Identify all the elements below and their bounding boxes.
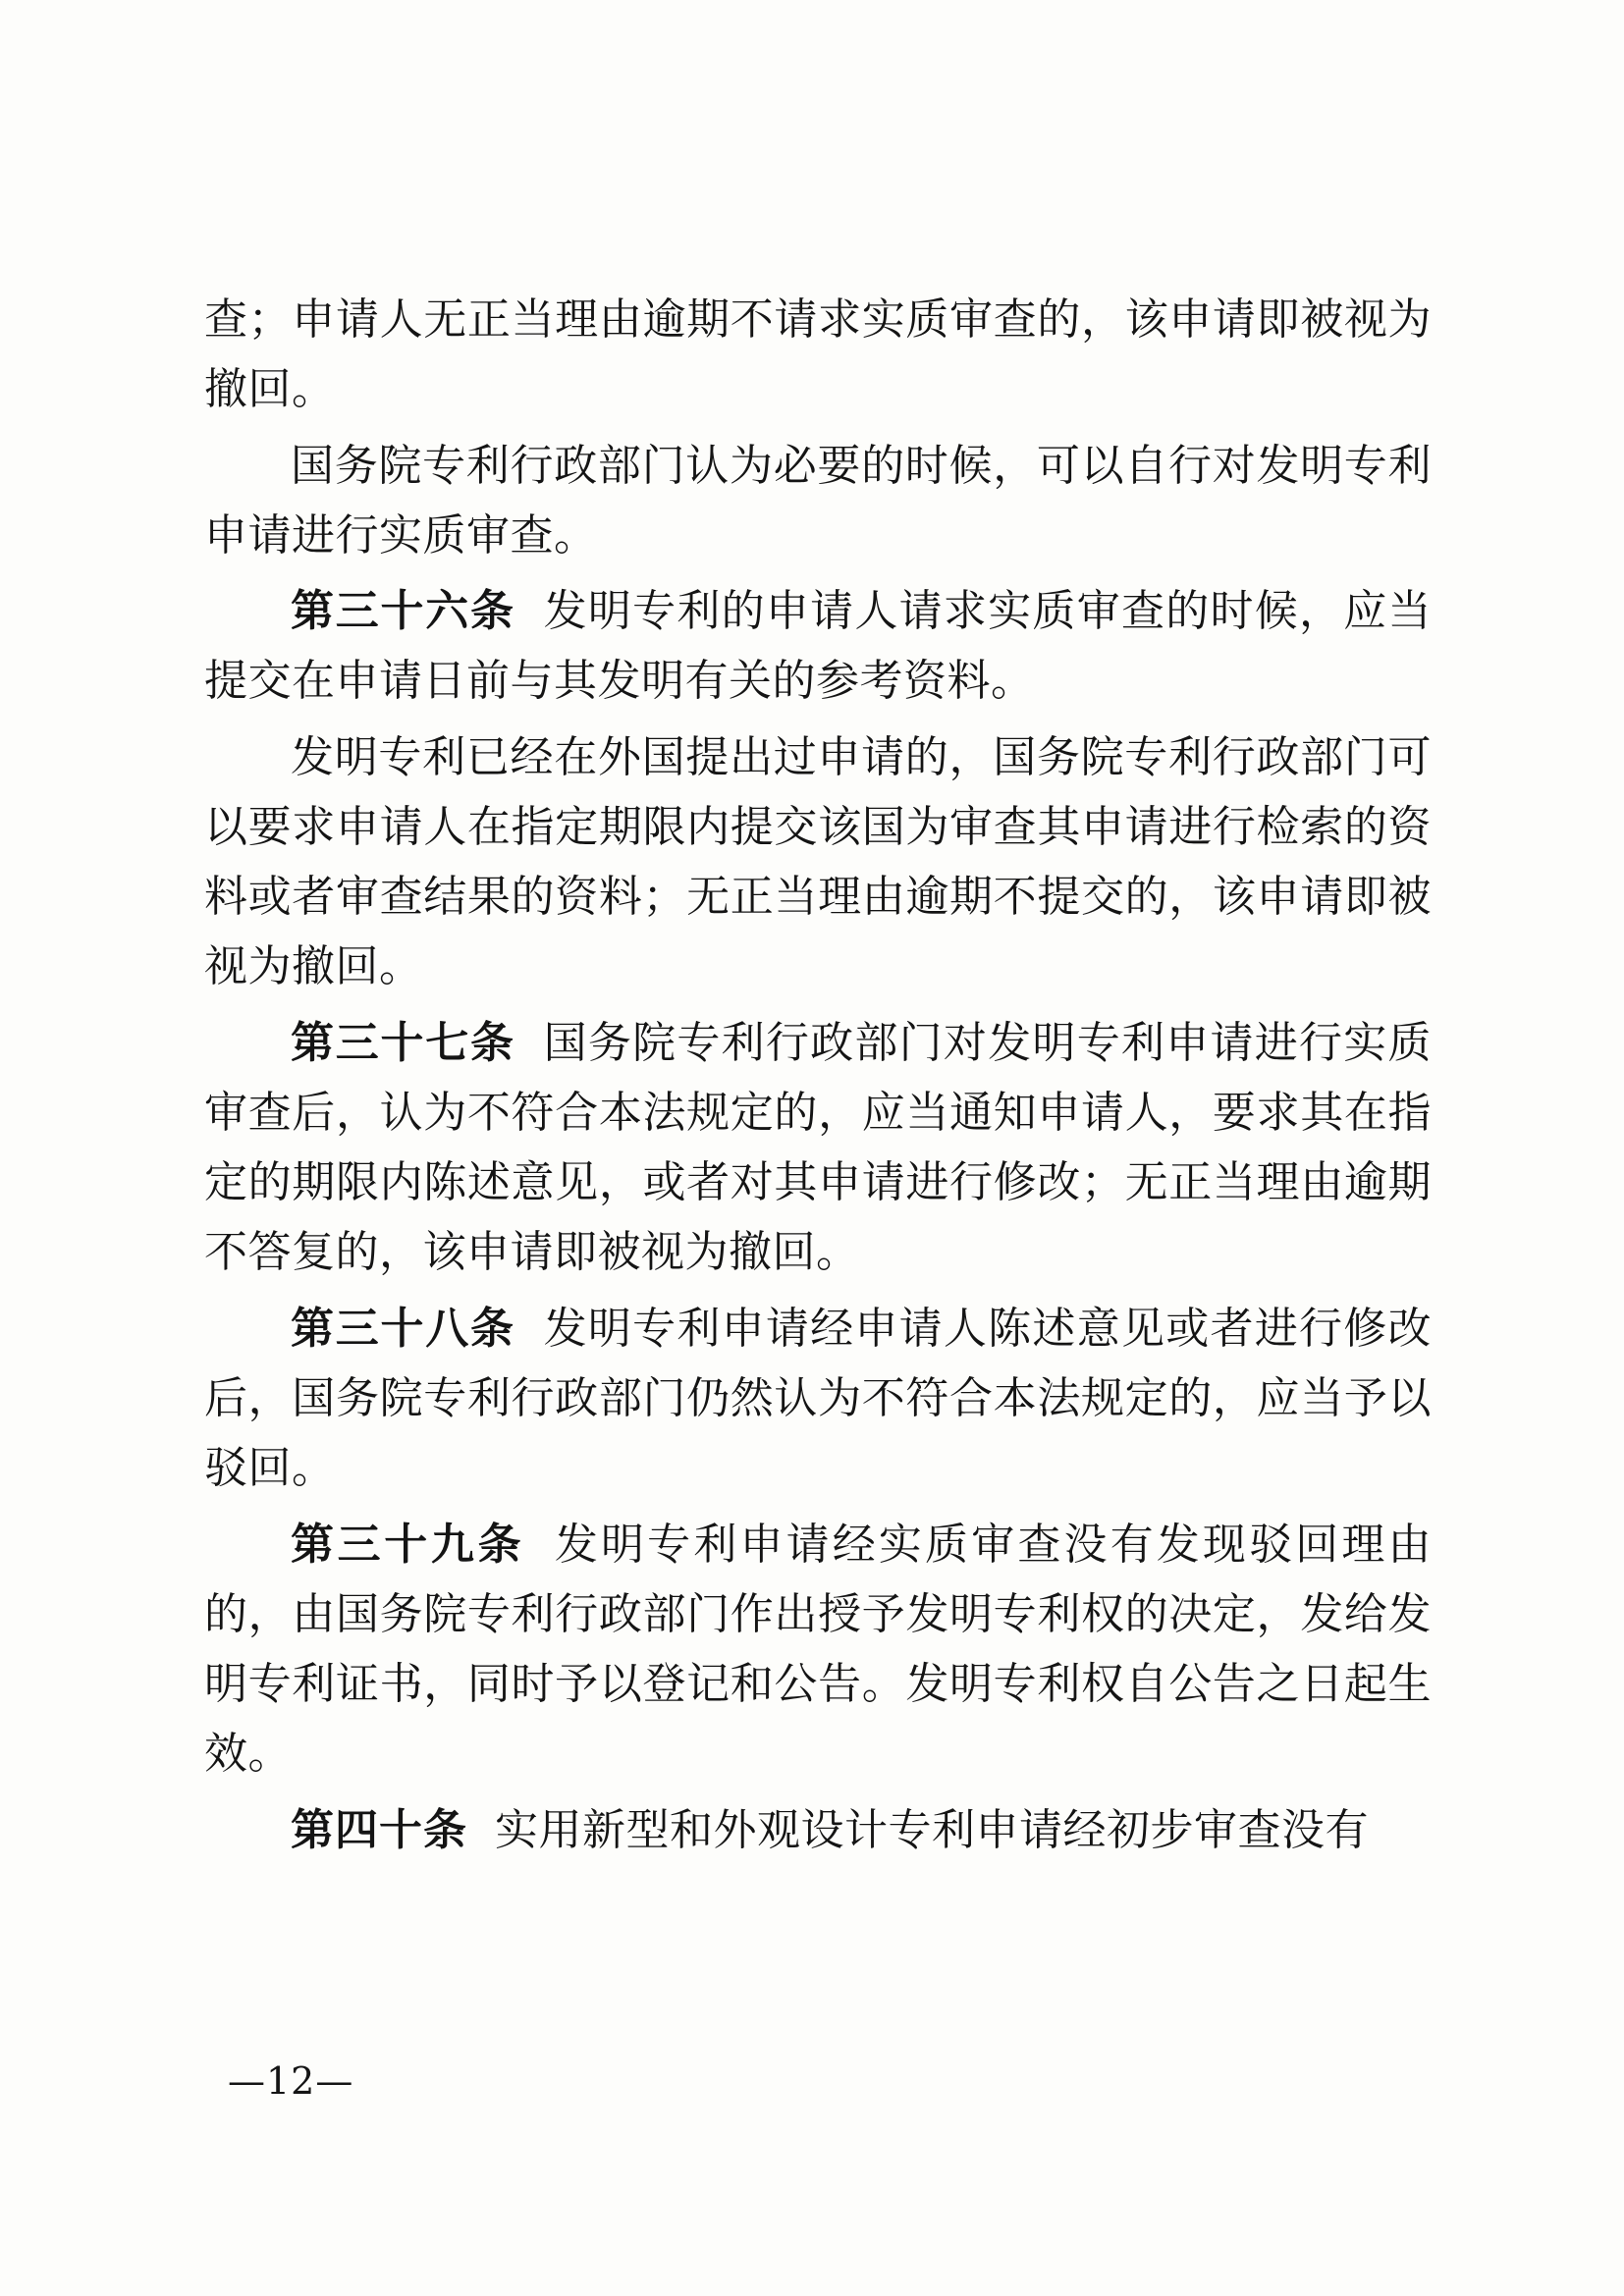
article-label: 第四十条 (291, 1804, 467, 1855)
article-label: 第三十六条 (291, 586, 515, 637)
paragraph (204, 431, 1432, 571)
paragraph-text: 发明专利的申请人请求实质审查的时候，应当提交在申请日前与其发明有关的参考资料。 (204, 586, 1433, 707)
paragraph-text: 发明专利申请经实质审查没有发现驳回理由的，由国务院专利行政部门作出授予发明专利权的决定，发给发明专利证书，同时予以登记和公告。发明专利权自公告之日起生效。 (204, 1519, 1433, 1780)
article-label: 第三十八条 (291, 1303, 515, 1354)
paragraph-text: 国务院专利行政部门认为必要的时候，可以自行对发明专利申请进行实质审查。 (204, 440, 1432, 561)
paragraph-text: 发明专利申请经申请人陈述意见或者进行修改后，国务院专利行政部门仍然认为不符合本法规定的，应当予以驳回。 (204, 1303, 1433, 1494)
paragraph (204, 1294, 1432, 1504)
paragraph (204, 1510, 1432, 1789)
paragraph-text: 实用新型和外观设计专利申请经初步审查没有 (495, 1804, 1369, 1855)
article-label: 第三十九条 (291, 1519, 525, 1570)
paragraph (204, 285, 1432, 425)
paragraph (204, 576, 1432, 717)
paragraph-text: 国务院专利行政部门对发明专利申请进行实质审查后，认为不符合本法规定的，应当通知申请人，要求其在指定的期限内陈述意见，或者对其申请进行修改；无正当理由逾期不答复的，该申请即被视为撤回。 (204, 1017, 1433, 1278)
page-body (204, 285, 1432, 1871)
paragraph (204, 1008, 1432, 1288)
paragraph (204, 722, 1432, 1002)
page-number: —12— (228, 2059, 354, 2103)
article-label: 第三十七条 (291, 1017, 515, 1068)
paragraph (204, 1795, 1432, 1865)
page-footer (0, 2059, 1624, 2103)
paragraph-text: 查；申请人无正当理由逾期不请求实质审查的，该申请即被视为撤回。 (204, 294, 1432, 415)
paragraph-text: 发明专利已经在外国提出过申请的，国务院专利行政部门可以要求申请人在指定期限内提交该国为审查其申请进行检索的资料或者审查结果的资料；无正当理由逾期不提交的，该申请即被视为撤回。 (204, 731, 1432, 992)
